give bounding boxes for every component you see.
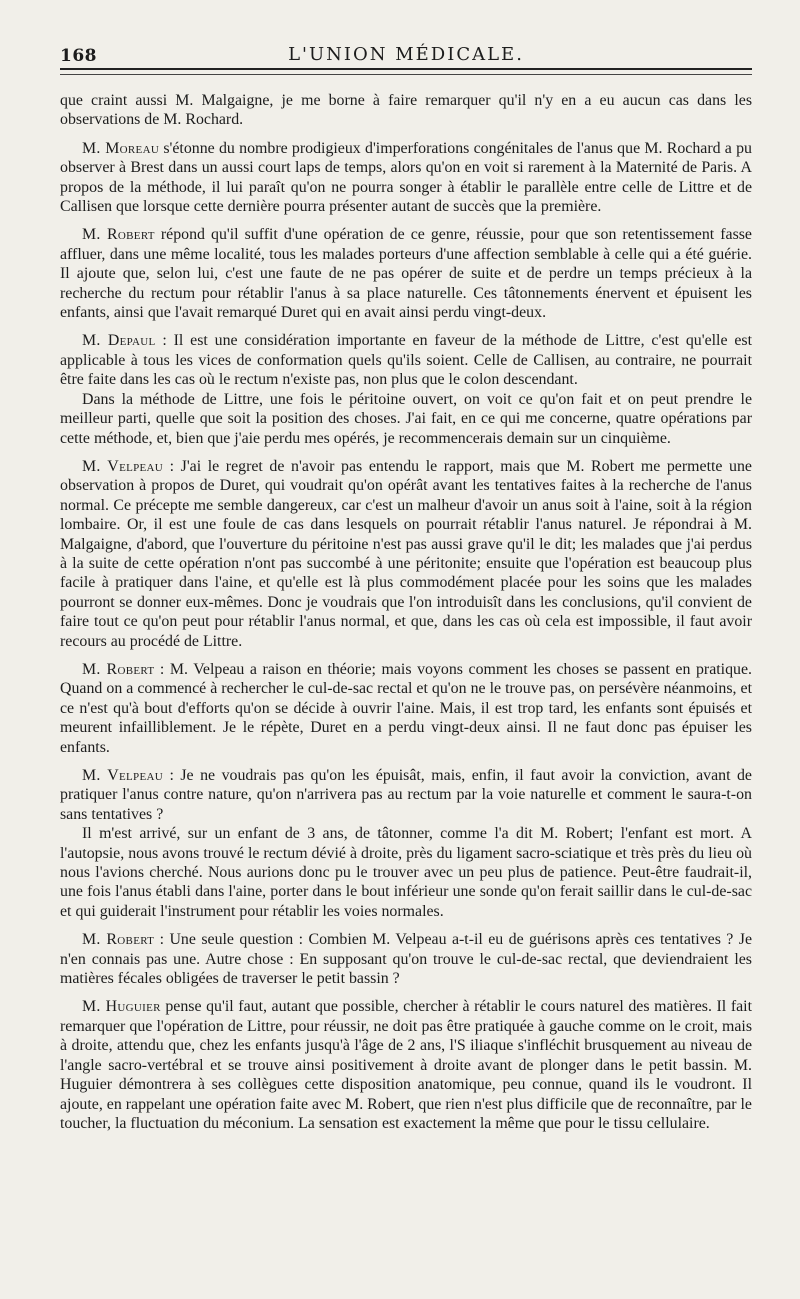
paragraph-text: : Je ne voudrais pas qu'on les épuisât, mais, enfin, il faut avoir la conviction, avant de pratiquer l'anus contre nature, qu'on n'arrivera pas au rectum par la voie naturelle et comment le saura-t-on sans tentatives ? [60,767,752,823]
speaker-name: M. Huguier [82,998,161,1016]
paragraph [60,331,752,389]
paragraph [60,997,752,1133]
paragraph [60,824,752,921]
paragraph-text: : J'ai le regret de n'avoir pas entendu le rapport, mais que M. Robert me permette une observation à propos de Duret, qui voudrait qu'on opérât avant les tentatives faites à la recherche de l'anus normal. Ce précepte me semble dangereux, car c'est un malheur d'avoir un anus soit à l'aine, soit à la région lombaire. Or, il est une foule de cas dans lesquels on pourrait rétablir l'anus naturel. Je répondrai à M. Malgaigne, d'abord, que l'ouverture du péritoine n'est pas aussi grave qu'il le dit; les malades que j'ai perdus à la suite de cette opération n'ont pas succombé à une péritonite; ensuite que l'opération est beaucoup plus facile à pratiquer dans l'aine, et qu'elle est là plus commodément placée pour les soins que les malades pourront se donner eux-mêmes. Donc je voudrais que l'on introduisît dans les conclusions, qu'il convient de faire tout ce qu'on peut pour rétablir l'anus normal, et que, dans les cas où cela est impossible, il faut avoir recours au procédé de Littre. [60,457,752,650]
paragraph-text: répond qu'il suffit d'une opération de ce genre, réussie, pour que son retentissement fasse affluer, dans une même localité, tous les malades porteurs d'une affection semblable à celle qui a été guérie. Il ajoute que, selon lui, c'est une faute de ne pas opérer de suite et de perdre un temps précieux à la recherche du rectum pour rétablir l'anus à sa place naturelle. Ces tâtonnements énervent et épuisent les enfants, ainsi que l'avait remarqué Duret qui en avait ainsi perdu vingt-deux. [60,226,752,322]
paragraph [60,457,752,651]
paragraph-text: : M. Velpeau a raison en théorie; mais voyons comment les choses se passent en pratique. Quand on a commencé à rechercher le cul-de-sac rectal et qu'on ne le trouve pas, on persévère néanmoins, et ce n'est qu'à bout d'efforts qu'on se décide à ouvrir l'aine. Mais, il est trop tard, les enfants sont épuisés et meurent infailliblement. Je le répète, Duret en a perdu vingt-deux ainsi. Il ne faut donc pas épuiser les enfants. [60,660,752,756]
paragraph-text: : Une seule question : Combien M. Velpeau a-t-il eu de guérisons après ces tentatives ? Je n'en connais pas une. Autre chose : En supposant qu'on trouve le cul-de-sac rectal, que deviendraient les matières fécales obligées de traverser le petit bassin ? [60,931,752,988]
paragraph-text: que craint aussi M. Malgaigne, je me borne à faire remarquer qu'il n'y en a eu aucun cas dans les observations de M. Rochard. [60,92,752,129]
speaker-name: M. Moreau [82,139,160,157]
paragraph-text: : Il est une considération importante en faveur de la méthode de Littre, c'est qu'elle est applicable à tous les vices de conformation quels qu'ils soient. Celle de Callisen, au contraire, ne pourrait être faite dans les cas où le rectum n'existe pas, non plus que le colon descendant. [60,332,752,389]
paragraph [60,390,752,448]
paragraph [60,91,752,130]
speaker-name: M. Robert [82,931,155,949]
paragraph-text: pense qu'il faut, autant que possible, chercher à rétablir le cours naturel des matières. Il fait remarquer que l'opération de Littre, pour réussir, ne doit pas être pratiquée à gauche comme on le croit, mais à droite, attendu que, chez les enfants jusqu'à l'âge de 2 ans, l'S iliaque s'infléchit brusquement au niveau de l'angle sacro-vertébral et se trouve ainsi positivement à droite avant de plonger dans le petit bassin. M. Huguier démontrera à ses collègues cette disposition anatomique, peu connue, quand ils le voudront. Il ajoute, en rappelant une opération faite avec M. Robert, que rien n'est plus difficile que de reconnaître, par le toucher, la fluctuation du méconium. La sensation est exactement la même que pour le tissu cellulaire. [60,998,752,1132]
paragraph [60,660,752,757]
paragraph-text: Il m'est arrivé, sur un enfant de 3 ans, de tâtonner, comme l'a dit M. Robert; l'enfant est mort. A l'autopsie, nous avons trouvé le rectum dévié à droite, près du ligament sacro-sciatique et très près du lieu où nous l'avions cherché. Nous aurions donc pu le trouver avec un peu plus de patience. Peut-être faudrait-il, une fois l'anus établi dans l'aine, porter dans le bout inférieur une sonde qu'on ferait saillir dans le cul-de-sac et qui guiderait l'instrument pour rétablir les voies normales. [60,825,752,920]
running-title: L'UNION MÉDICALE. [288,44,524,65]
speaker-name: M. Robert [82,226,155,244]
speaker-name: M. Velpeau [82,767,163,784]
header-rule [60,74,752,75]
article-body [60,91,752,1133]
speaker-name: M. Velpeau [82,457,164,475]
speaker-name: M. Depaul [82,332,156,350]
paragraph-text: Dans la méthode de Littre, une fois le péritoine ouvert, on voit ce qu'on fait et on peut prendre le meilleur parti, quelle que soit la position des choses. J'ai fait, en ce qui me concerne, quatre opérations par cette méthode, et, bien que j'aie perdu mes opérés, je recommencerais demain sur un cinquième. [60,390,752,447]
paragraph [60,930,752,988]
page-number: 168 [60,46,97,66]
page-header [60,34,752,70]
paragraph [60,766,752,824]
paragraph [60,139,752,217]
paragraph [60,225,752,322]
speaker-name: M. Robert [82,660,155,678]
paragraph-text: s'étonne du nombre prodigieux d'imperforations congénitales de l'anus que M. Rochard a pu observer à Brest dans un aussi court laps de temps, alors qu'on en voit si rarement à la Maternité de Paris. A propos de la méthode, il lui paraît qu'on ne pourra songer à établir le parallèle entre celle de Littre et de Callisen que lorsque cette dernière pourra présenter autant de succès que la première. [60,139,752,216]
